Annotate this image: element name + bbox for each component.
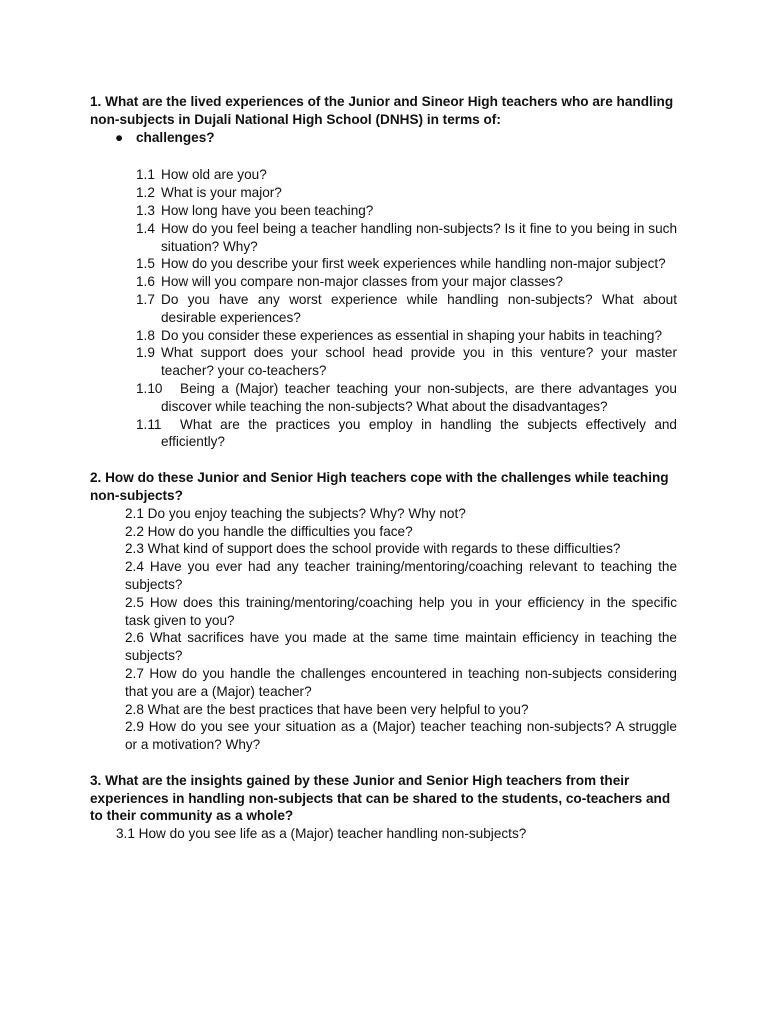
section-1-questions (136, 166, 677, 451)
question-1-2 (136, 184, 677, 202)
question-text: What is your major? (161, 185, 282, 201)
question-2-5: 2.5 How does this training/mentoring/coaching help you in your efficiency in the specific task given to you? (125, 594, 677, 628)
question-text: How long have you been teaching? (161, 202, 374, 218)
question-number: 1.10 (136, 380, 163, 396)
question-1-4 (136, 220, 677, 256)
question-2-8: 2.8 What are the best practices that have been very helpful to you? (125, 701, 529, 717)
document-page (90, 93, 677, 843)
section-2-questions (125, 505, 677, 754)
section-3-heading: 3. What are the insights gained by these Junior and Senior High teachers from their experiences in handling non-subjects that can be shared to the students, co-teachers and to their community as a whole? (90, 772, 671, 824)
question-2-4: 2.4 Have you ever had any teacher training/mentoring/coaching relevant to teaching the subjects? (125, 559, 677, 592)
bullet-text: challenges? (136, 129, 215, 145)
question-number: 1.6 (136, 274, 155, 290)
question-text: How do you feel being a teacher handling non-subjects? Is it fine to you being in such situation? Why? (161, 220, 677, 254)
question-number: 1.4 (136, 220, 155, 236)
question-text: What support does your school head provide you in this venture? your master teacher? your co-teachers? (161, 345, 677, 379)
question-number: 1.2 (136, 185, 155, 201)
section-2 (90, 469, 677, 754)
question-1-8 (136, 327, 677, 345)
question-2-6: 2.6 What sacrifices have you made at the same time maintain efficiency in teaching the subjects? (125, 630, 677, 664)
question-1-6 (136, 273, 677, 291)
question-2-9: 2.9 How do you see your situation as a (Major) teacher teaching non-subjects? A struggle or a motivation? Why? (125, 719, 677, 753)
question-1-10 (136, 380, 677, 416)
question-1-3 (136, 202, 677, 220)
question-number: 1.11 (136, 416, 162, 432)
question-text: Being a (Major) teacher teaching your non-subjects, are there advantages you discover while teaching the non-subjects? What about the disadvantages? (161, 380, 677, 414)
bullet-dot-icon: ● (115, 129, 124, 145)
question-2-7: 2.7 How do you handle the challenges encountered in teaching non-subjects considering that you are a (Major) teacher? (125, 665, 677, 699)
section-3 (90, 772, 677, 843)
question-number: 1.5 (136, 256, 155, 272)
question-text: How do you describe your first week experiences while handling non-major subject? (161, 256, 666, 272)
section-1-heading: 1. What are the lived experiences of the Junior and Sineor High teachers who are handling non-subjects in Dujali National High School (DNHS) in terms of: (90, 94, 674, 127)
question-number: 1.9 (136, 345, 155, 361)
bullet-item (90, 129, 677, 147)
question-text: How will you compare non-major classes from your major classes? (161, 274, 563, 290)
question-text: What are the practices you employ in handling the subjects effectively and efficiently? (161, 416, 677, 450)
question-2-3: 2.3 What kind of support does the school provide with regards to these difficulties? (125, 541, 621, 557)
question-number: 1.3 (136, 202, 155, 218)
question-text: Do you consider these experiences as essential in shaping your habits in teaching? (161, 327, 663, 343)
question-1-1 (136, 166, 677, 184)
section-3-questions (116, 825, 677, 843)
section-2-heading: 2. How do these Junior and Senior High teachers cope with the challenges while teaching non-subjects? (90, 470, 669, 503)
question-text: Do you have any worst experience while handling non-subjects? What about desirable experiences? (161, 291, 677, 325)
question-1-11 (136, 416, 677, 452)
question-1-7 (136, 291, 677, 327)
question-3-1: 3.1 How do you see life as a (Major) teacher handling non-subjects? (116, 826, 527, 842)
question-number: 1.1 (136, 167, 155, 183)
question-1-9 (136, 344, 677, 380)
question-number: 1.7 (136, 291, 155, 307)
question-1-5 (136, 255, 677, 273)
section-1 (90, 93, 677, 451)
question-2-2: 2.2 How do you handle the difficulties you face? (125, 523, 413, 539)
question-text: How old are you? (161, 167, 267, 183)
question-2-1: 2.1 Do you enjoy teaching the subjects? Why? Why not? (125, 505, 466, 521)
question-number: 1.8 (136, 327, 155, 343)
